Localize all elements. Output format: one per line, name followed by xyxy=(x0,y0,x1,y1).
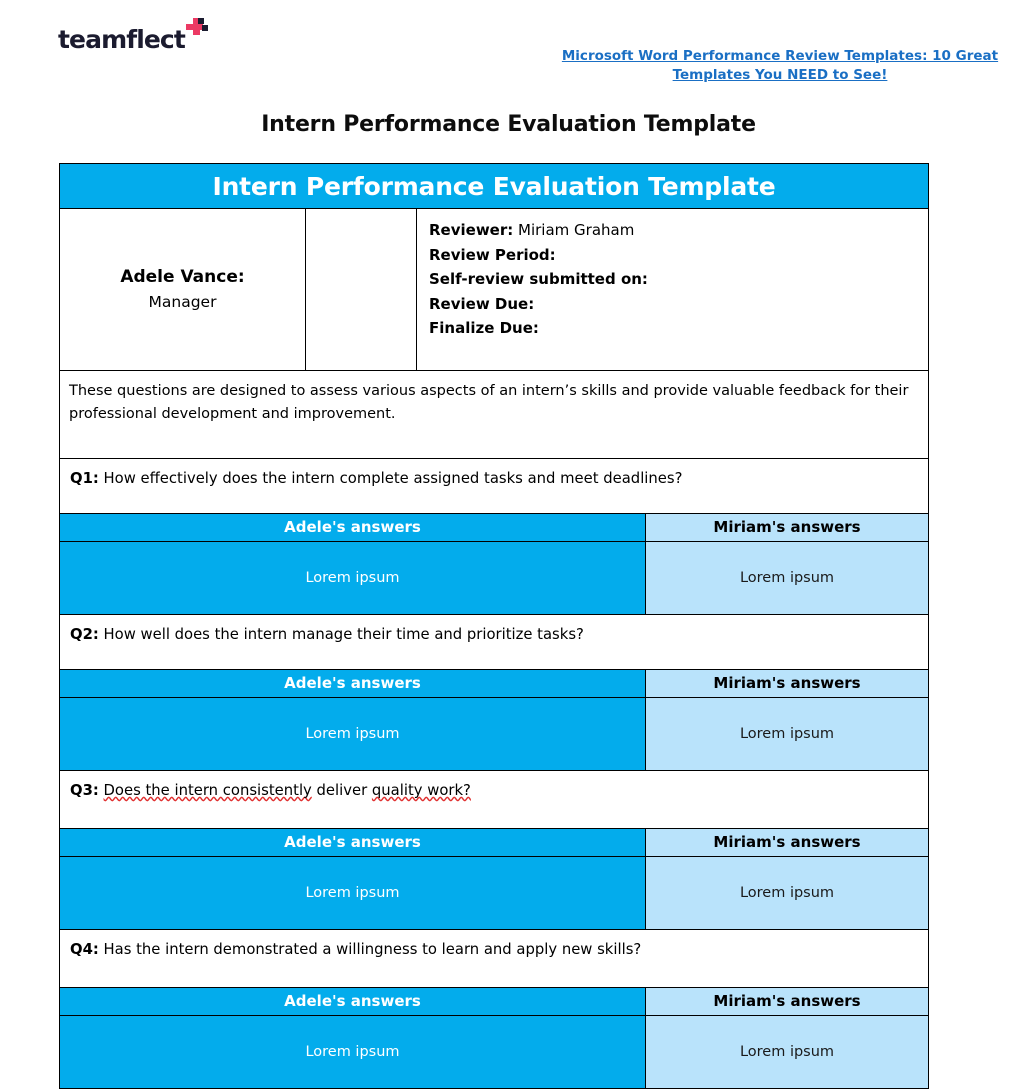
answer-left-text-1: Lorem ipsum xyxy=(305,570,400,586)
answer-right-3[interactable] xyxy=(646,857,929,930)
question-cell-2 xyxy=(60,615,929,670)
answer-right-text-4: Lorem ipsum xyxy=(739,1044,835,1060)
question-body-3-gap: deliver xyxy=(311,782,372,799)
answer-body-row-1 xyxy=(60,542,929,615)
answer-header-right-label-4: Miriam's answers xyxy=(713,992,861,1010)
answer-left-text-2: Lorem ipsum xyxy=(305,726,400,742)
answer-header-right-4 xyxy=(646,988,929,1016)
answer-body-row-3 xyxy=(60,857,929,930)
question-body-1: How effectively does the intern complete assigned tasks and meet deadlines? xyxy=(103,470,683,487)
answer-right-4[interactable] xyxy=(646,1016,929,1089)
answer-right-text-3: Lorem ipsum xyxy=(739,885,835,901)
answer-header-left-label-1: Adele's answers xyxy=(284,518,421,536)
answer-header-left-label-2: Adele's answers xyxy=(284,674,421,692)
question-text-4 xyxy=(70,939,918,961)
meta-row-self-review xyxy=(429,267,928,292)
meta-value-reviewer: Miriam Graham xyxy=(518,221,635,239)
answer-header-left-label-3: Adele's answers xyxy=(284,833,421,851)
answer-header-right-1 xyxy=(646,514,929,542)
promo-article-link[interactable]: Microsoft Word Performance Review Templates: 10 Great Templates You NEED to See! xyxy=(561,48,999,83)
meta-row-finalize-due xyxy=(429,316,928,341)
answer-header-right-3 xyxy=(646,829,929,857)
table-banner-row xyxy=(60,164,929,209)
question-body-3-part1: Does the intern consistently xyxy=(103,782,312,799)
question-text-1 xyxy=(70,468,918,490)
answer-header-right-label-1: Miriam's answers xyxy=(713,518,861,536)
review-meta-cell xyxy=(417,209,929,371)
question-row-2 xyxy=(60,615,929,670)
employee-info-row xyxy=(60,209,929,371)
answer-header-left-3 xyxy=(60,829,646,857)
question-number-2: Q2: xyxy=(70,626,99,643)
answer-header-right-2 xyxy=(646,670,929,698)
page-header xyxy=(0,0,1017,100)
question-row-3 xyxy=(60,771,929,829)
answer-header-row-4 xyxy=(60,988,929,1016)
question-cell-4 xyxy=(60,930,929,988)
intro-text: These questions are designed to assess various aspects of an intern’s skills and provide valuable feedback for their professional development and improvement. xyxy=(69,383,909,422)
document-title: Intern Performance Evaluation Template xyxy=(261,112,756,137)
intro-cell xyxy=(60,371,929,459)
answer-header-row-1 xyxy=(60,514,929,542)
answer-body-row-2 xyxy=(60,698,929,771)
meta-row-review-due xyxy=(429,292,928,317)
answer-header-right-label-2: Miriam's answers xyxy=(713,674,861,692)
question-text-2 xyxy=(70,624,918,646)
meta-label-review-due: Review Due: xyxy=(429,294,535,313)
answer-header-row-3 xyxy=(60,829,929,857)
answer-header-left-2 xyxy=(60,670,646,698)
question-number-1: Q1: xyxy=(70,470,99,487)
banner-cell xyxy=(60,164,929,209)
question-number-4: Q4: xyxy=(70,941,99,958)
question-body-4: Has the intern demonstrated a willingness to learn and apply new skills? xyxy=(103,941,642,958)
plus-mark-accent-top xyxy=(198,18,204,24)
answer-left-1[interactable] xyxy=(60,542,646,615)
teamflect-logo xyxy=(58,27,208,52)
question-text-3 xyxy=(70,780,918,802)
answer-header-left-label-4: Adele's answers xyxy=(284,992,421,1010)
meta-label-review-period: Review Period: xyxy=(429,245,556,264)
spacer-cell xyxy=(306,209,417,371)
answer-header-row-2 xyxy=(60,670,929,698)
meta-row-reviewer xyxy=(429,218,928,243)
meta-label-reviewer: Reviewer: xyxy=(429,221,514,239)
question-row-4 xyxy=(60,930,929,988)
answer-left-text-4: Lorem ipsum xyxy=(305,1044,400,1060)
answer-header-left-4 xyxy=(60,988,646,1016)
question-cell-3 xyxy=(60,771,929,829)
plus-mark-icon xyxy=(186,18,208,40)
answer-right-1[interactable] xyxy=(646,542,929,615)
answer-header-left-1 xyxy=(60,514,646,542)
answer-left-4[interactable] xyxy=(60,1016,646,1089)
evaluation-table xyxy=(59,163,929,1089)
employee-role: Manager xyxy=(148,293,217,311)
meta-label-finalize-due: Finalize Due: xyxy=(429,319,539,337)
employee-cell xyxy=(60,209,306,371)
question-body-2: How well does the intern manage their time and prioritize tasks? xyxy=(103,626,584,643)
answer-left-text-3: Lorem ipsum xyxy=(305,885,400,901)
question-cell-1 xyxy=(60,459,929,514)
meta-label-self-review: Self-review submitted on: xyxy=(429,270,648,288)
banner-title: Intern Performance Evaluation Template xyxy=(212,171,776,201)
answer-right-text-1: Lorem ipsum xyxy=(739,570,835,586)
answer-right-text-2: Lorem ipsum xyxy=(739,726,835,742)
employee-name: Adele Vance: xyxy=(120,267,245,287)
question-number-3: Q3: xyxy=(70,782,99,799)
question-row-1 xyxy=(60,459,929,514)
intro-row xyxy=(60,371,929,459)
logo-wordmark: teamflect xyxy=(58,25,185,54)
answer-right-2[interactable] xyxy=(646,698,929,771)
answer-left-2[interactable] xyxy=(60,698,646,771)
answer-body-row-4 xyxy=(60,1016,929,1089)
answer-header-right-label-3: Miriam's answers xyxy=(713,833,861,851)
question-body-3-part2: quality work? xyxy=(371,782,471,799)
answer-left-3[interactable] xyxy=(60,857,646,930)
plus-mark-accent-right xyxy=(202,25,208,31)
meta-row-review-period xyxy=(429,243,928,268)
